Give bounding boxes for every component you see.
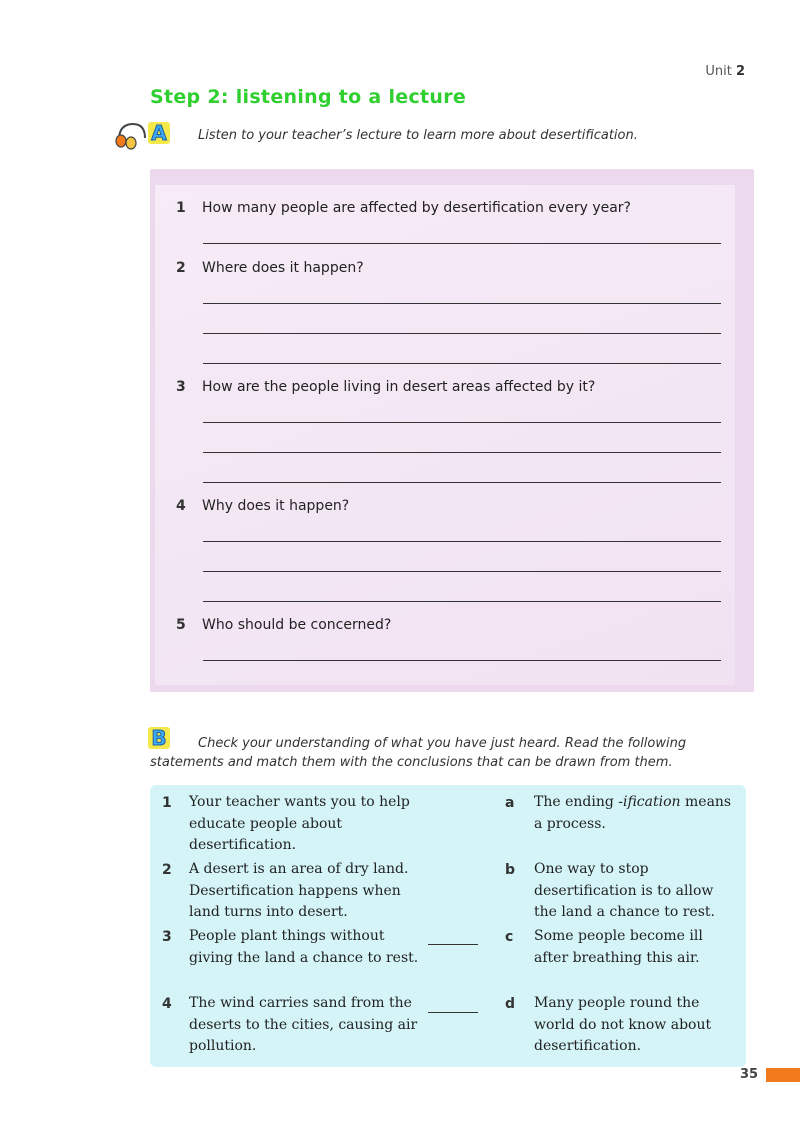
- section-a-instruction: Listen to your teacher’s lecture to learn more about desertification.: [198, 128, 638, 143]
- answer-line[interactable]: [203, 452, 721, 453]
- question-text: Why does it happen?: [202, 498, 350, 514]
- question-number: 1: [176, 200, 186, 216]
- answer-line[interactable]: [203, 601, 721, 602]
- answer-line[interactable]: [203, 243, 721, 244]
- answer-line[interactable]: [203, 541, 721, 542]
- question-text: How many people are affected by desertification every year?: [202, 200, 631, 216]
- headphones-icon: [113, 120, 149, 150]
- conclusion-text-part: The ending: [534, 794, 619, 810]
- statement-text: The wind carries sand from the deserts to the cities, causing air pollution.: [189, 995, 418, 1054]
- answer-line[interactable]: [203, 333, 721, 334]
- section-b-badge: B: [148, 727, 170, 749]
- question-text: Where does it happen?: [202, 260, 364, 276]
- question-number: 2: [176, 260, 186, 276]
- step-title: Step 2: listening to a lecture: [150, 86, 467, 108]
- question-number: 3: [176, 379, 186, 395]
- match-blank[interactable]: [428, 1012, 478, 1013]
- conclusion-letter: a: [505, 795, 515, 811]
- question-number: 4: [176, 498, 186, 514]
- question-number: 5: [176, 617, 186, 633]
- answer-line[interactable]: [203, 303, 721, 304]
- unit-word: Unit: [705, 64, 732, 79]
- unit-number: 2: [735, 64, 745, 79]
- statement-number: 2: [162, 862, 172, 878]
- answer-line[interactable]: [203, 422, 721, 423]
- page-accent-bar: [766, 1068, 800, 1082]
- statement-number: 3: [162, 929, 172, 945]
- conclusion-text-italic: -ification: [618, 794, 681, 810]
- statement-text: A desert is an area of dry land. Desertification happens when land turns into desert.: [189, 861, 409, 920]
- conclusion-text: [534, 792, 734, 835]
- section-b-instruction: Check your understanding of what you have just heard. Read the following statements and match them with the conclusions that can be drawn from them.: [150, 736, 687, 770]
- section-a-badge: A: [148, 122, 170, 144]
- answer-line[interactable]: [203, 363, 721, 364]
- answer-line[interactable]: [203, 571, 721, 572]
- unit-label: [705, 64, 745, 79]
- question-text: How are the people living in desert areas affected by it?: [202, 379, 596, 395]
- conclusion-letter: c: [505, 929, 514, 945]
- conclusion-text: One way to stop desertification is to allow the land a chance to rest.: [534, 861, 715, 920]
- conclusion-letter: d: [505, 996, 516, 1012]
- conclusion-text-part: means a process.: [534, 794, 732, 832]
- statement-text: Your teacher wants you to help educate people about desertification.: [189, 794, 410, 853]
- statement-number: 1: [162, 795, 172, 811]
- conclusion-text: Many people round the world do not know about desertification.: [534, 995, 712, 1054]
- conclusion-letter: b: [505, 862, 516, 878]
- statement-text: People plant things without giving the land a chance to rest.: [189, 928, 419, 966]
- page-number: 35: [740, 1067, 759, 1082]
- answer-line[interactable]: [203, 482, 721, 483]
- match-blank[interactable]: [428, 944, 478, 945]
- question-text: Who should be concerned?: [202, 617, 392, 633]
- statement-number: 4: [162, 996, 172, 1012]
- answer-line[interactable]: [203, 660, 721, 661]
- conclusion-text: Some people become ill after breathing this air.: [534, 928, 703, 966]
